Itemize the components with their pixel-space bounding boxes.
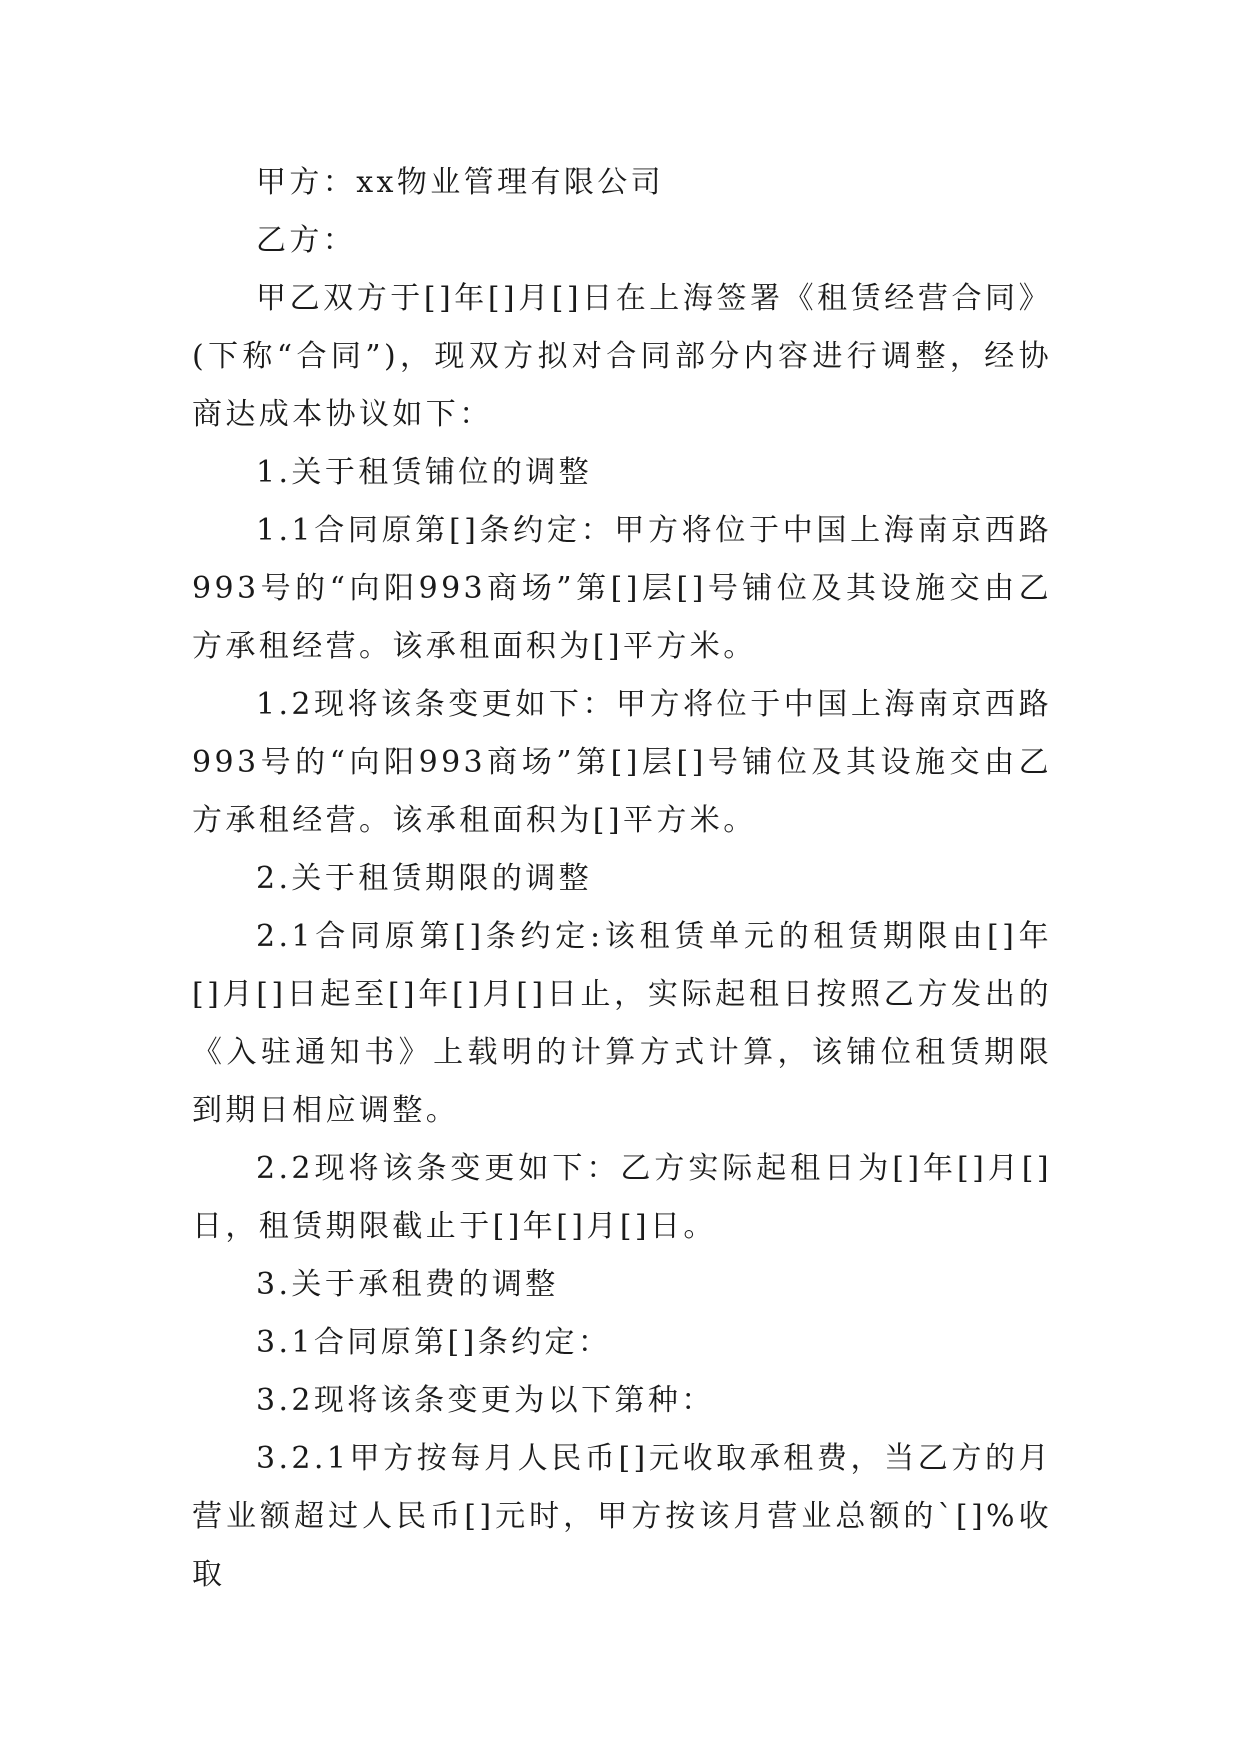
party-a-line: 甲方：xx物业管理有限公司 xyxy=(256,165,665,200)
document-body xyxy=(192,154,1052,1604)
clause-1-1: 1.1合同原第[]条约定：甲方将位于中国上海南京西路993号的“向阳993商场”第[]层[]号铺位及其设施交由乙方承租经营。该承租面积为[]平方米。 xyxy=(192,513,1052,664)
clause-1-2: 1.2现将该条变更如下：甲方将位于中国上海南京西路993号的“向阳993商场”第[]层[]号铺位及其设施交由乙方承租经营。该承租面积为[]平方米。 xyxy=(192,687,1052,838)
clause-2-2: 2.2现将该条变更如下：乙方实际起租日为[]年[]月[]日，租赁期限截止于[]年[]月[]日。 xyxy=(192,1151,1052,1244)
section-heading-3: 3.关于承租费的调整 xyxy=(256,1267,559,1302)
preamble-paragraph: 甲乙双方于[]年[]月[]日在上海签署《租赁经营合同》(下称“合同”)，现双方拟对合同部分内容进行调整，经协商达成本协议如下： xyxy=(192,281,1052,432)
clause-3-2: 3.2现将该条变更为以下第种： xyxy=(256,1383,715,1418)
section-heading-2: 2.关于租赁期限的调整 xyxy=(256,861,593,896)
clause-3-1: 3.1合同原第[]条约定： xyxy=(256,1325,612,1360)
clause-2-1: 2.1合同原第[]条约定:该租赁单元的租赁期限由[]年[]月[]日起至[]年[]月[]日止，实际起租日按照乙方发出的《入驻通知书》上载明的计算方式计算，该铺位租赁期限到期日相应调整。 xyxy=(192,919,1052,1128)
clause-3-2-1: 3.2.1甲方按每月人民币[]元收取承租费，当乙方的月营业额超过人民币[]元时，甲方按该月营业总额的`[]%收取 xyxy=(192,1441,1052,1592)
section-heading-1: 1.关于租赁铺位的调整 xyxy=(256,455,593,490)
party-b-line: 乙方： xyxy=(256,223,357,258)
